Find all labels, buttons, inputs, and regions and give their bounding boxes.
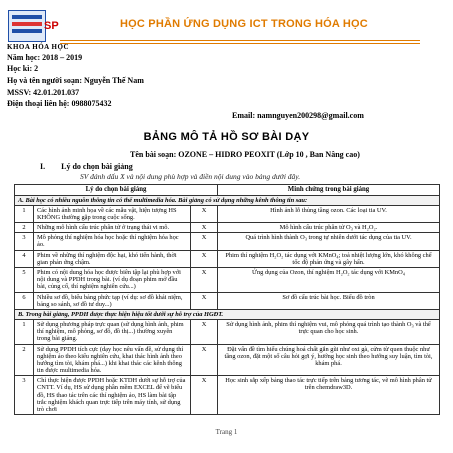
- row-criterion: Các hình ảnh minh họa về các mẫu vật, hiện tượng HS KHÔNG thường gặp trong cuộc sống.: [34, 205, 191, 222]
- row-mark: X: [191, 267, 218, 292]
- col-header-reason: Lý do chọn bài giảng: [15, 185, 218, 196]
- table-row: [15, 223, 440, 233]
- row-mark: X: [191, 376, 218, 415]
- row-criterion: Nhiều sơ đồ, biểu bảng phức tạp (ví dụ: sơ đồ khái niệm, bảng so sánh, sơ đồ tư duy...): [34, 292, 191, 309]
- section-b-header: [15, 309, 440, 319]
- student-id: MSSV: 42.01.201.037: [7, 88, 80, 97]
- row-criterion: Sử dụng phương pháp trực quan (sử dụng hình ảnh, phim thí nghiệm, mô phỏng, sơ đồ, đồ thị...) thường xuyên trong bài giảng.: [34, 320, 191, 345]
- table-row: [15, 233, 440, 250]
- instruction-text: SV đánh dấu X và nội dung phù hợp và điền nội dung vào bảng dưới đây.: [80, 172, 301, 181]
- row-criterion: Phim có nội dung hóa học được biên tập lại phù hợp với nội dung và PPDH trong bài. (ví dụ đoạn phim mở đầu bài, củng cố, thí nghiệm nghiên cứu...): [34, 267, 191, 292]
- row-number: 2: [15, 344, 34, 376]
- row-criterion: Những mô hình cấu trúc phân tử ở trạng thái vi mô.: [34, 223, 191, 233]
- row-evidence: Sơ đồ cấu trúc bài học. Biểu đồ tròn: [218, 292, 440, 309]
- row-evidence: Hình ảnh lỗ thủng tầng ozon. Các loại tia UV.: [218, 205, 440, 222]
- row-number: 2: [15, 223, 34, 233]
- school-logo: [8, 10, 46, 42]
- section-a-label: A. Bài học có nhiều nguồn thông tin có thể multimedia hóa. Bài giảng có sử dụng những kênh thông tin sau:: [15, 195, 440, 205]
- section-number: I.: [40, 162, 46, 171]
- row-criterion: Mô phỏng thí nghiệm hóa học hoặc thí nghiệm hóa học ảo.: [34, 233, 191, 250]
- row-evidence: Ứng dụng của Ozon, thí nghiệm H₂O₂ tác dụng với KMnO₄: [218, 267, 440, 292]
- row-number: 4: [15, 250, 34, 267]
- header-divider: [60, 40, 420, 41]
- col-header-evidence: Minh chứng trong bài giảng: [218, 185, 440, 196]
- row-criterion: Chỉ thực hiện được PPDH hoặc KTDH dưới sự hỗ trợ của CNTT. Ví dụ, HS sử dụng phần mềm EXCEL để vẽ biểu đồ, HS thao tác trên các thí nghiệm ảo, HS làm bài tập trắc nghiệm khách quan trực tiếp trên máy tính, sử dụng trò chơi: [34, 376, 191, 415]
- faculty-name: KHOA HÓA HỌC: [7, 43, 70, 51]
- row-evidence: Phim thí nghiệm H₂O₂ tác dụng với KMnO₄; toả nhiệt lượng lớn, khó không chế tốc độ phản ứng và gây hấn.: [218, 250, 440, 267]
- phone: Điện thoại liên hệ: 0988075432: [7, 99, 112, 108]
- reason-table: [14, 184, 440, 415]
- table-row: [15, 205, 440, 222]
- row-mark: X: [191, 344, 218, 376]
- row-mark: X: [191, 233, 218, 250]
- row-number: 5: [15, 267, 34, 292]
- section-title: Lý do chọn bài giảng: [61, 162, 133, 171]
- row-evidence: Mô hình cấu trúc phân tử O₃ và H₂O₂.: [218, 223, 440, 233]
- row-mark: X: [191, 320, 218, 345]
- lesson-title: Tên bài soạn: OZONE – HIDRO PEOXIT (Lớp 10 , Ban Nâng cao): [130, 150, 360, 159]
- row-evidence: Học sinh sắp xếp bảng thao tác trực tiếp trên bảng tương tác, vẽ mô hình phân tử trên chemdraw3D.: [218, 376, 440, 415]
- table-row: [15, 250, 440, 267]
- row-mark: X: [191, 292, 218, 309]
- row-number: 3: [15, 376, 34, 415]
- logo-text: SP: [44, 20, 59, 32]
- row-criterion: Phim về những thí nghiệm độc hại, khó tiến hành, thời gian phản ứng chậm.: [34, 250, 191, 267]
- semester: Học kì: 2: [7, 64, 39, 73]
- row-number: 3: [15, 233, 34, 250]
- row-evidence: Đặt vấn đề tìm hiểu chúng hoá chất gắn gũi như oxi gà, cửm từ quen thuộc như tầng ozon, đặt một số câu hỏi gợi ý, hướng học sinh theo hướng suy luận, tìm tòi, khám phá.: [218, 344, 440, 376]
- section-b-label: B. Trong bài giảng, PPDH được thực hiện hiệu tốt dưới sự hỗ trợ của HGĐT.: [15, 309, 440, 319]
- row-number: 1: [15, 205, 34, 222]
- table-row: [15, 320, 440, 345]
- course-title: HỌC PHẦN ỨNG DỤNG ICT TRONG HÓA HỌC: [120, 18, 368, 30]
- page-footer: Trang 1: [215, 428, 238, 436]
- email: Email: namnguyen200298@gmail.com: [232, 111, 364, 120]
- table-row: [15, 292, 440, 309]
- row-mark: X: [191, 205, 218, 222]
- table-row: [15, 376, 440, 415]
- row-evidence: Sử dụng hình ảnh, phim thí nghiệm vui, mô phỏng quá trình tạo thành O₃ và thể trực quan cho học sinh.: [218, 320, 440, 345]
- table-row: [15, 344, 440, 376]
- section-a-header: [15, 195, 440, 205]
- document-title: BẢNG MÔ TẢ HỒ SƠ BÀI DẠY: [143, 131, 310, 143]
- author-name: Họ và tên người soạn: Nguyễn Thế Nam: [7, 76, 144, 85]
- row-evidence: Quá trình hình thành O₃ trong tự nhiên dưới tác dụng của tia UV.: [218, 233, 440, 250]
- table-header-row: [15, 185, 440, 196]
- row-number: 6: [15, 292, 34, 309]
- row-number: 1: [15, 320, 34, 345]
- section-heading: [40, 162, 133, 171]
- row-criterion: Sử dụng PPDH tích cực (dạy học nêu vấn đề, sử dụng thí nghiệm ảo theo kiểu nghiên cứu, khai thác hình ảnh theo hướng tìm tòi, khám phá...) khi khai thác các kênh thông tin được multimedia hóa.: [34, 344, 191, 376]
- school-year: Năm học: 2018 – 2019: [7, 53, 83, 62]
- row-mark: X: [191, 223, 218, 233]
- table-row: [15, 267, 440, 292]
- header-divider-thin: [60, 43, 420, 44]
- row-mark: X: [191, 250, 218, 267]
